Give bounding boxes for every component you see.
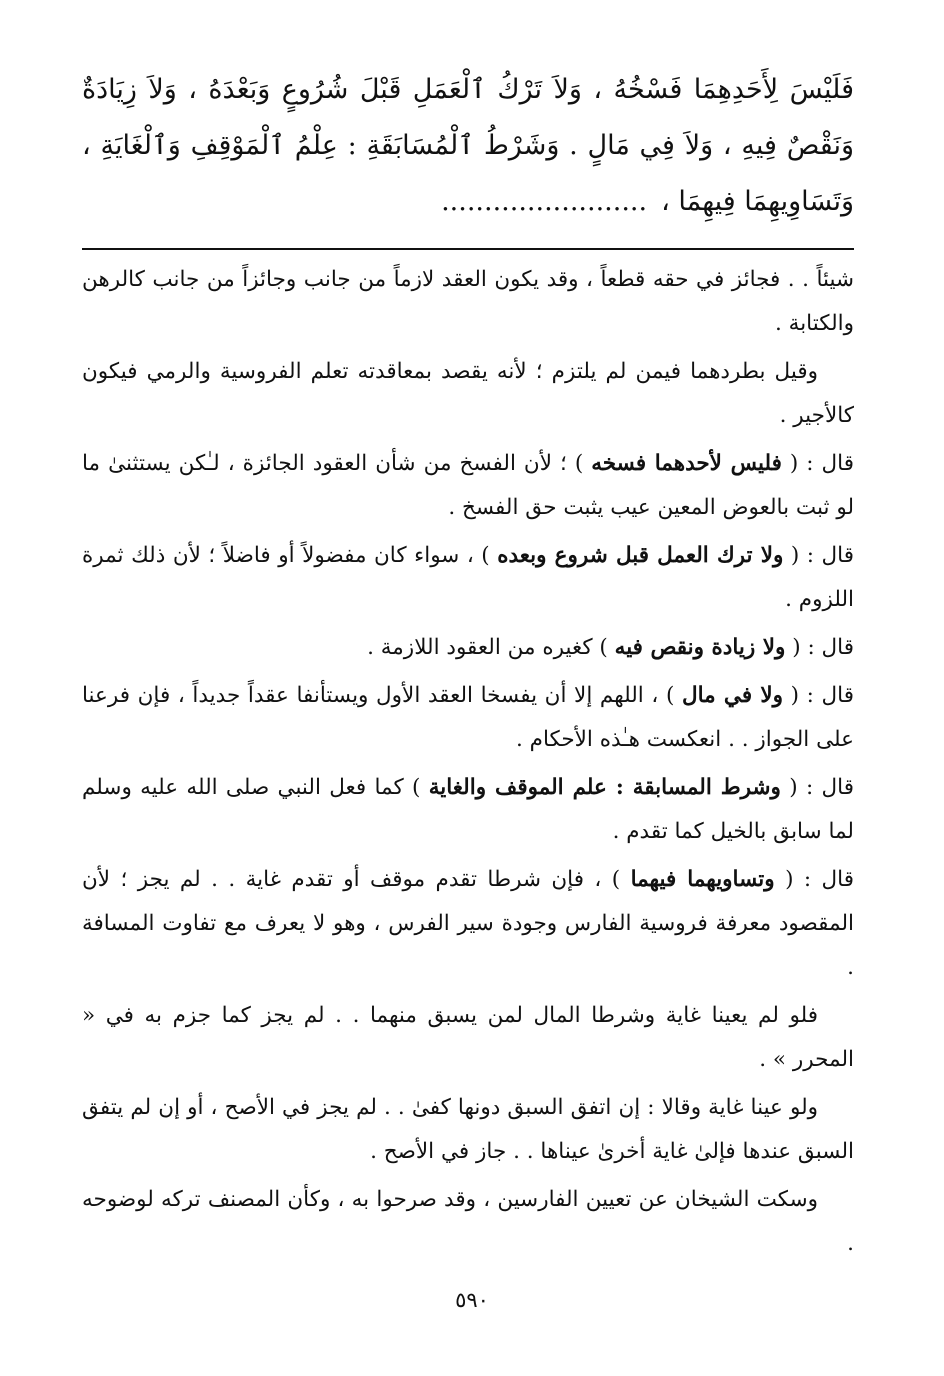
commentary-paragraph: ولو عينا غاية وقالا : إن اتفق السبق دونها كفىٰ . . لم يجز في الأصح ، أو إن لم يتفق السبق عندها فإلىٰ غاية أخرىٰ عيناها . . جاز في الأصح . [82, 1095, 854, 1164]
commentary-section [82, 258, 854, 1266]
matn-ellipsis: ........................ [441, 186, 648, 217]
quoted-matn: ولا في مال [681, 683, 784, 708]
book-page [82, 62, 854, 1270]
commentary-paragraph: وقيل بطردهما فيمن لم يلتزم ؛ لأنه يقصد بمعاقدته تعلم الفروسية والرمي فيكون كالأجير . [82, 359, 854, 428]
commentary-paragraph: وسكت الشيخان عن تعيين الفارسين ، وقد صرحوا به ، وكأن المصنف تركه لوضوحه . [82, 1187, 854, 1256]
quoted-matn: ولا زيادة ونقص فيه [614, 635, 786, 660]
commentary-paragraph: قال : ( ولا زيادة ونقص فيه ) كغيره من العقود اللازمة . [367, 635, 854, 660]
matn-text [82, 62, 854, 230]
quoted-matn: وشرط المسابقة : علم الموقف والغاية [428, 775, 781, 800]
commentary-paragraph: قال : ( فليس لأحدهما فسخه ) ؛ لأن الفسخ من شأن العقود الجائزة ، لـٰكن يستثنىٰ ما لو ثبت بالعوض المعين عيب يثبت حق الفسخ . [82, 451, 854, 520]
quoted-matn: فليس لأحدهما فسخه [591, 451, 782, 476]
commentary-paragraph: قال : ( ولا في مال ) ، اللهم إلا أن يفسخا العقد الأول ويستأنفا عقداً جديداً ، فإن فرعنا على الجواز . . انعكست هـٰذه الأحكام . [82, 683, 854, 752]
commentary-paragraph: قال : ( وتساويهما فيهما ) ، فإن شرطا تقدم موقف أو تقدم غاية . . لم يجز ؛ لأن المقصود معرفة فروسية الفارس وجودة سير الفرس ، وهو لا يعرف مع تفاوت المسافة . [82, 867, 854, 980]
commentary-paragraph: قال : ( ولا ترك العمل قبل شروع وبعده ) ، سواء كان مفضولاً أو فاضلاً ؛ لأن ذلك ثمرة اللزوم . [82, 543, 854, 612]
page-number: ٥٩٠ [455, 1288, 489, 1312]
commentary-paragraph: فلو لم يعينا غاية وشرطا المال لمن يسبق منهما . . لم يجز كما جزم به في « المحرر » . [82, 1003, 854, 1072]
commentary-paragraph: قال : ( وشرط المسابقة : علم الموقف والغاية ) كما فعل النبي صلى الله عليه وسلم لما سابق بالخيل كما تقدم . [82, 775, 854, 844]
matn-body: فَلَيْسَ لِأَحَدِهِمَا فَسْخُهُ ، وَلاَ تَرْكُ ٱلْعَمَلِ قَبْلَ شُرُوعٍ وَبَعْدَهُ ، وَلاَ زِيَادَةٌ وَنَقْصٌ فِيهِ ، وَلاَ فِي مَالٍ . وَشَرْطُ ٱلْمُسَابَقَةِ : عِلْمُ ٱلْمَوْقِفِ وَٱلْغَايَةِ ، وَتَسَاوِيهِمَا فِيهِمَا ، [82, 74, 854, 217]
footnote-divider [82, 248, 854, 250]
quoted-matn: وتساويهما فيهما [630, 867, 775, 892]
quoted-matn: ولا ترك العمل قبل شروع وبعده [497, 543, 784, 568]
commentary-paragraph: شيئاً . . فجائز في حقه قطعاً ، وقد يكون العقد لازماً من جانب وجائزاً من جانب كالرهن والكتابة . [82, 267, 854, 336]
